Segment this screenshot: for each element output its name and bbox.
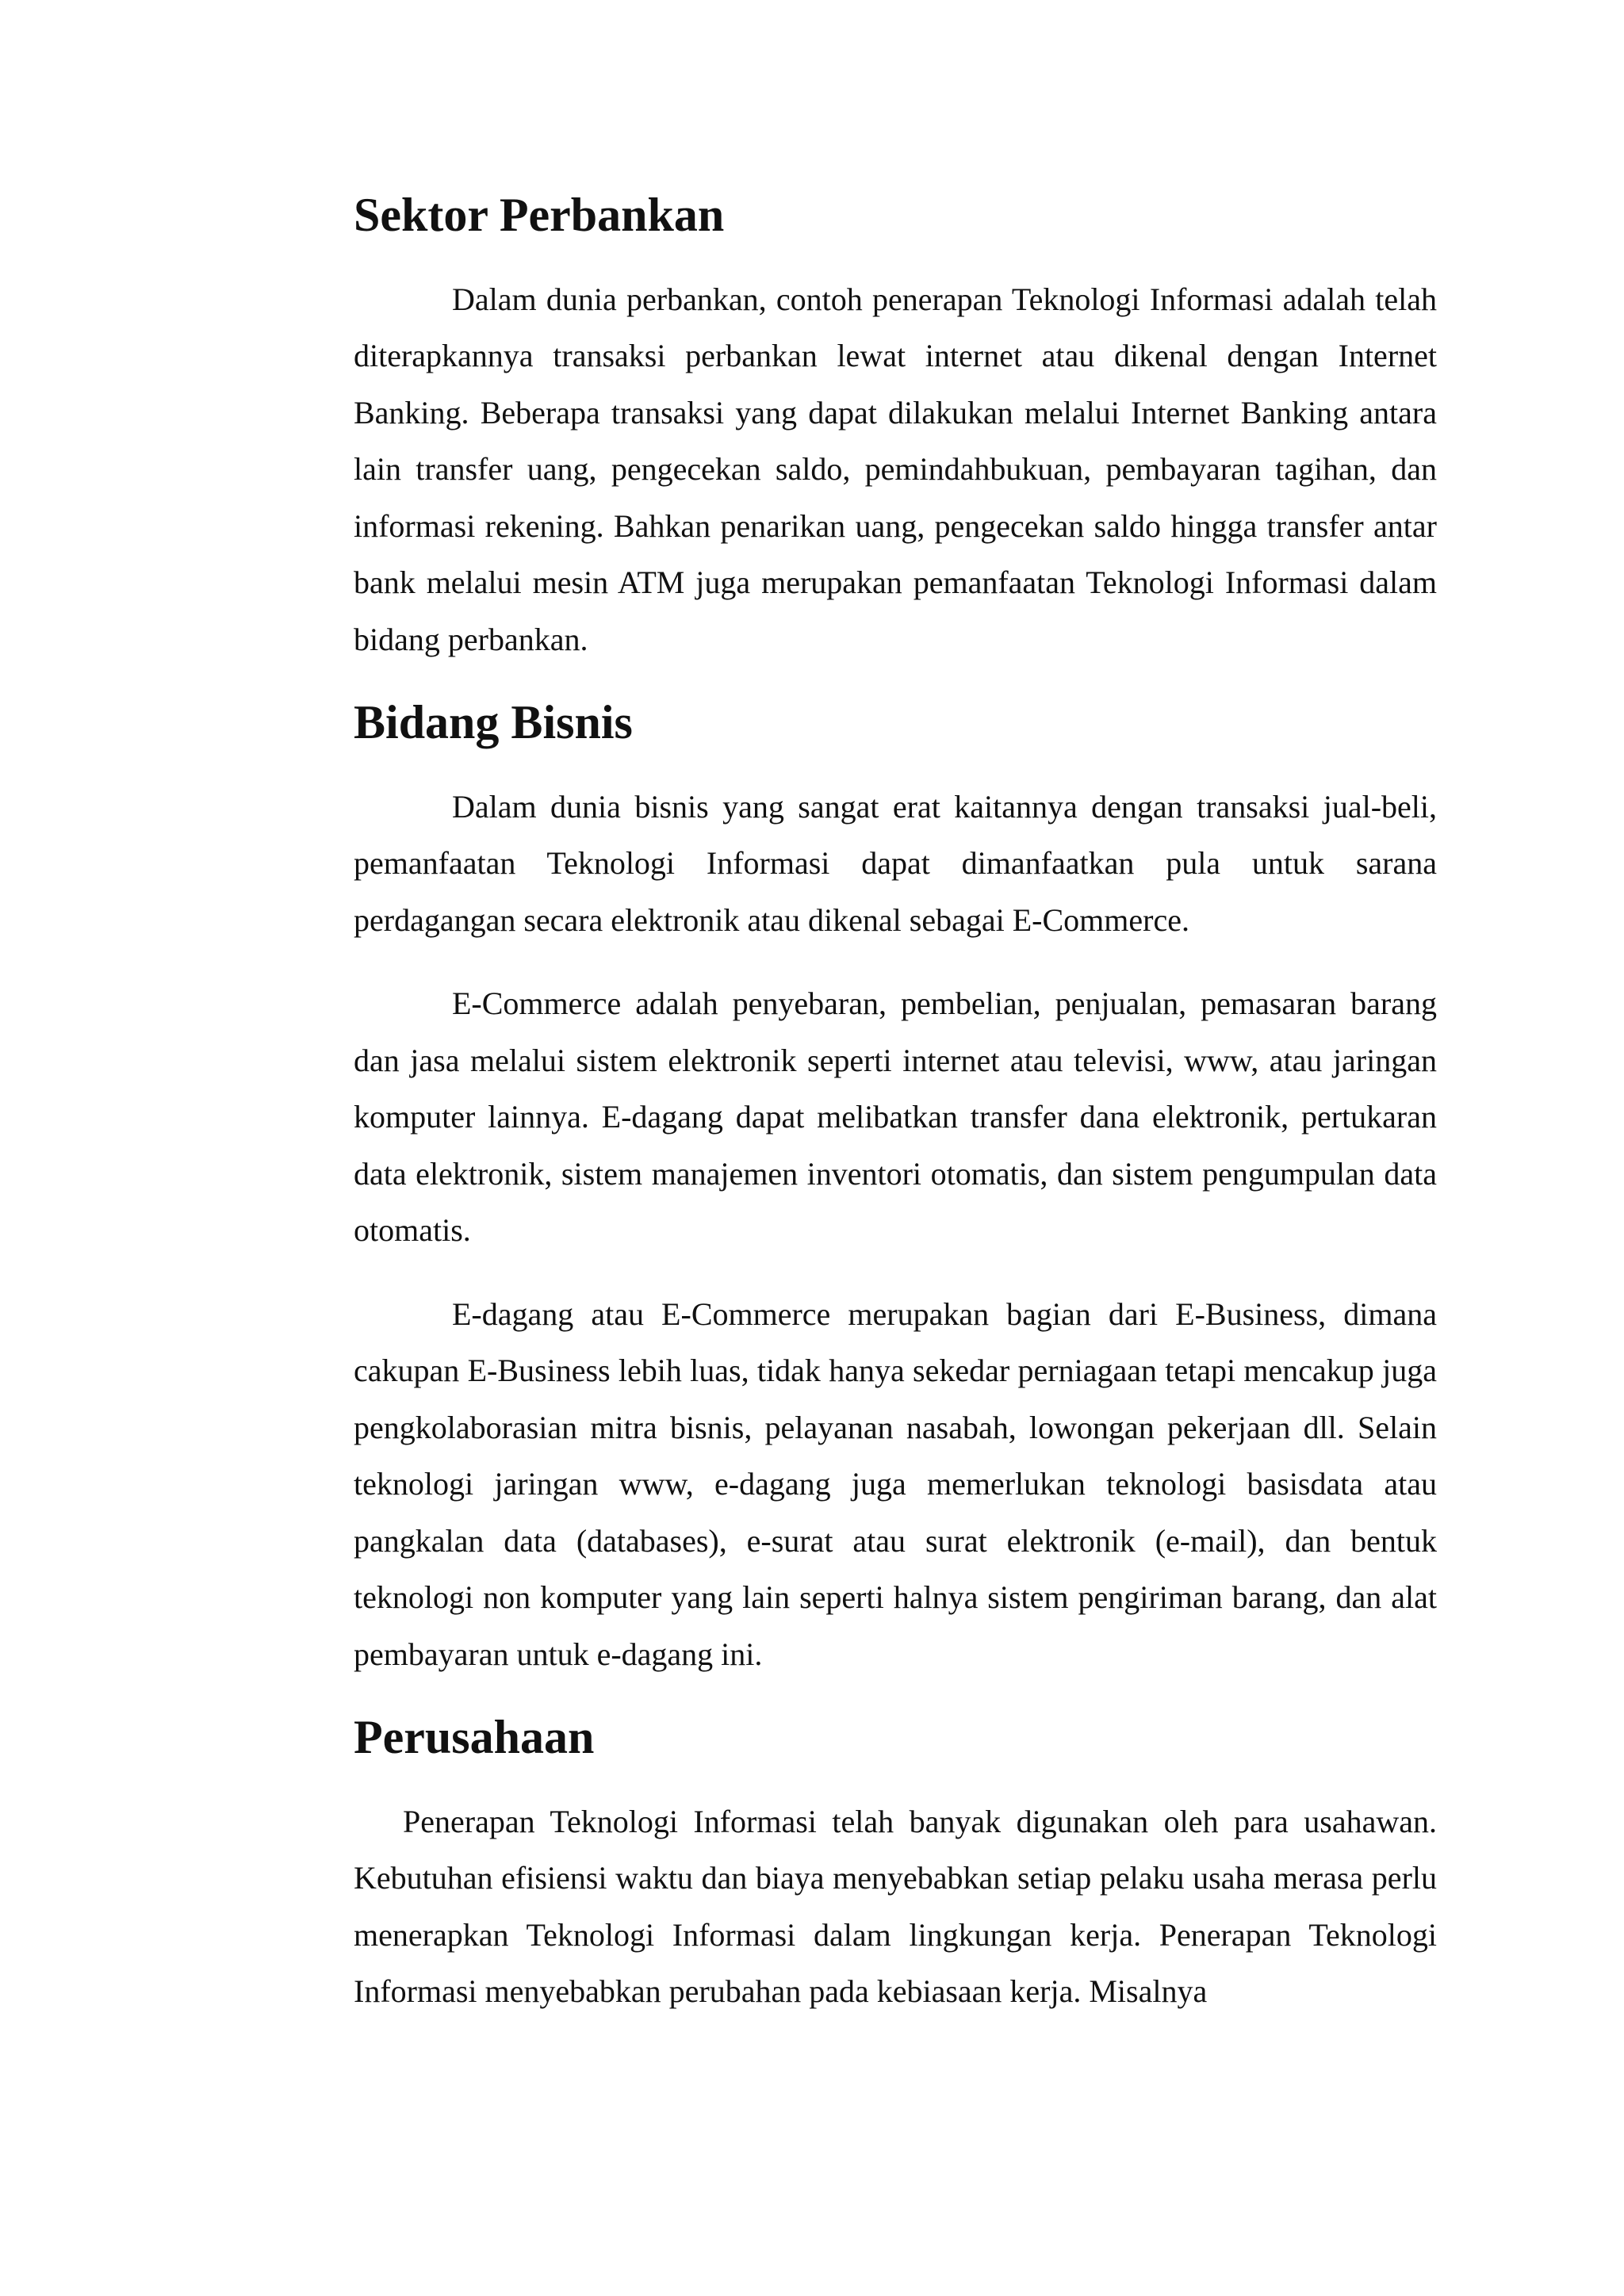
paragraph-bisnis-intro: Dalam dunia bisnis yang sangat erat kaitannya dengan transaksi jual-beli, pemanfaatan Teknologi Informasi dapat dimanfaatkan pula untuk sarana perdagangan secara elektronik atau dikenal sebagai E-Commerce. — [354, 788, 1437, 938]
section-heading-sektor-perbankan: Sektor Perbankan — [354, 189, 725, 241]
section-heading-bidang-bisnis: Bidang Bisnis — [354, 696, 633, 748]
section-heading-perusahaan: Perusahaan — [354, 1711, 595, 1763]
paragraph-ecommerce-definition: E-Commerce adalah penyebaran, pembelian, penjualan, pemasaran barang dan jasa melalui sistem elektronik seperti internet atau televisi, www, atau jaringan komputer lainnya. E-dagang dapat melibatkan transfer dana elektronik, pertukaran data elektronik, sistem manajemen inventori otomatis, dan sistem pengumpulan data otomatis. — [354, 985, 1437, 1248]
paragraph-edagang-ebusiness: E-dagang atau E-Commerce merupakan bagian dari E-Business, dimana cakupan E-Business lebih luas, tidak hanya sekedar perniagaan tetapi mencakup juga pengkolaborasian mitra bisnis, pelayanan nasabah, lowongan pekerjaan dll. Selain teknologi jaringan www, e-dagang juga memerlukan teknologi basisdata atau pangkalan data (databases), e-surat atau surat elektronik (e-mail), dan bentuk teknologi non komputer yang lain seperti halnya sistem pengiriman barang, dan alat pembayaran untuk e-dagang ini. — [354, 1295, 1437, 1672]
document-body — [354, 187, 1437, 2020]
paragraph-perusahaan: Penerapan Teknologi Informasi telah banyak digunakan oleh para usahawan. Kebutuhan efisiensi waktu dan biaya menyebabkan setiap pelaku usaha merasa perlu menerapkan Teknologi Informasi dalam lingkungan kerja. Penerapan Teknologi Informasi menyebabkan perubahan pada kebiasaan kerja. Misalnya — [354, 1803, 1437, 2009]
paragraph-perbankan: Dalam dunia perbankan, contoh penerapan Teknologi Informasi adalah telah diterapkannya transaksi perbankan lewat internet atau dikenal dengan Internet Banking. Beberapa transaksi yang dapat dilakukan melalui Internet Banking antara lain transfer uang, pengecekan saldo, pemindahbukuan, pembayaran tagihan, dan informasi rekening. Bahkan penarikan uang, pengecekan saldo hingga transfer antar bank melalui mesin ATM juga merupakan pemanfaatan Teknologi Informasi dalam bidang perbankan. — [354, 281, 1437, 657]
